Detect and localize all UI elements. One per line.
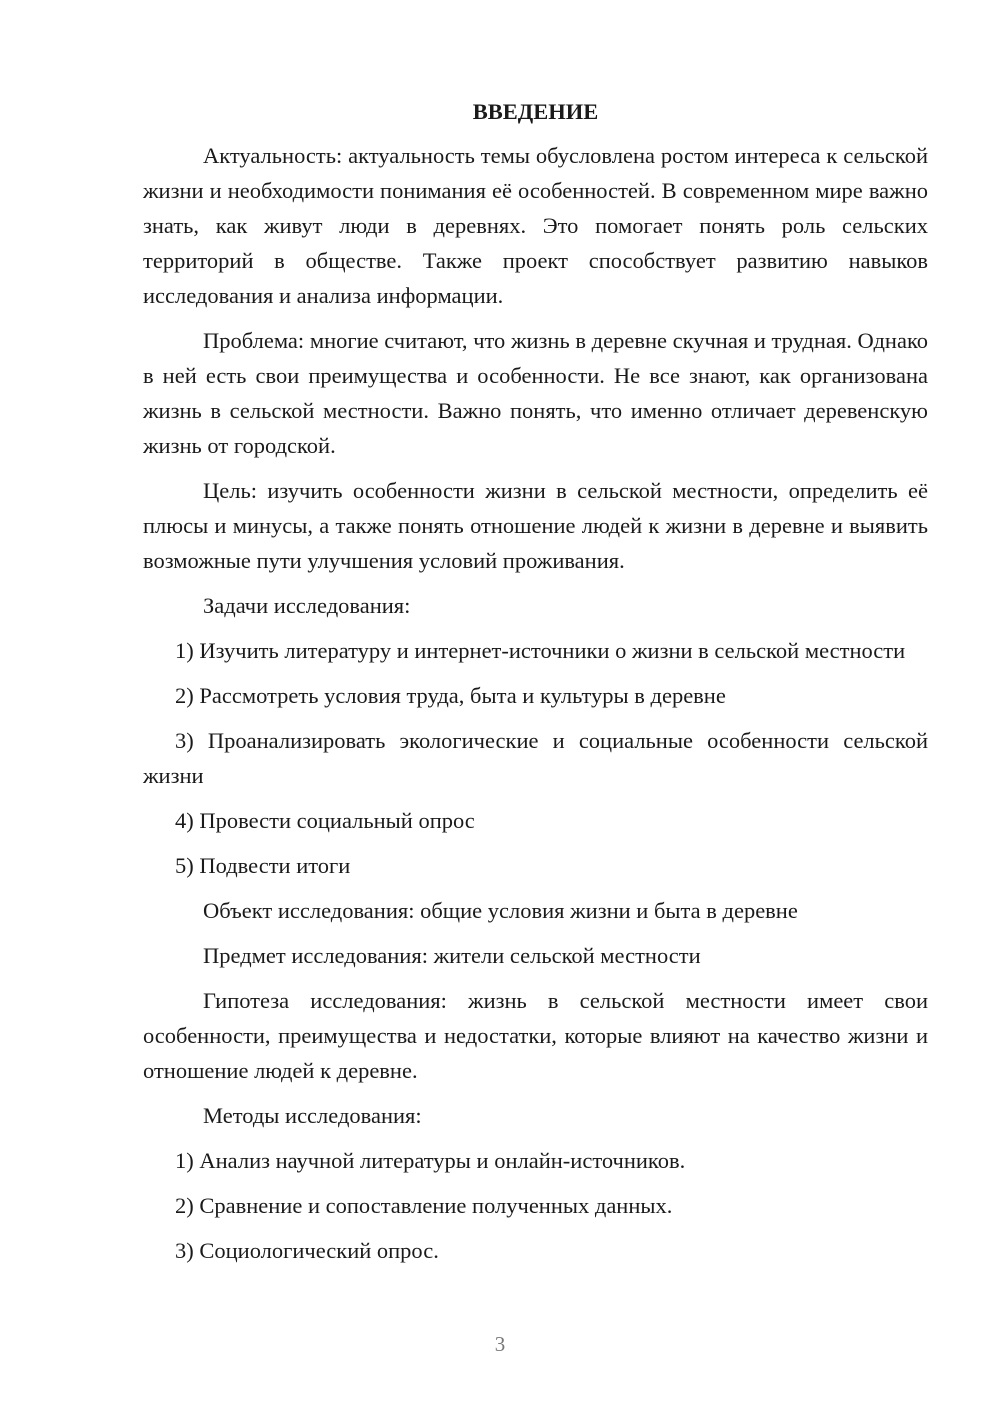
task-item: 2) Рассмотреть условия труда, быта и культуры в деревне [175, 683, 726, 708]
methods-heading: Методы исследования: [203, 1103, 422, 1128]
problem-paragraph: Проблема: многие считают, что жизнь в деревне скучная и трудная. Однако в ней есть свои преимущества и особенности. Не все знают, как организована жизнь в сельской местности. Важно понять, что именно отличает деревенскую жизнь от городской. [143, 328, 928, 458]
goal-paragraph: Цель: изучить особенности жизни в сельской местности, определить её плюсы и минусы, а также понять отношение людей к жизни в деревне и выявить возможные пути улучшения условий проживания. [143, 478, 928, 573]
task-item: 5) Подвести итоги [175, 853, 351, 878]
document-page [143, 96, 928, 1278]
task-item: 4) Провести социальный опрос [175, 808, 475, 833]
tasks-heading: Задачи исследования: [203, 593, 411, 618]
object-paragraph: Объект исследования: общие условия жизни и быта в деревне [203, 898, 798, 923]
method-item: 3) Социологический опрос. [175, 1238, 439, 1263]
task-item: 1) Изучить литературу и интернет-источники о жизни в сельской местности [175, 638, 906, 663]
subject-paragraph: Предмет исследования: жители сельской местности [203, 943, 701, 968]
relevance-paragraph: Актуальность: актуальность темы обусловлена ростом интереса к сельской жизни и необходимости понимания её особенностей. В современном мире важно знать, как живут люди в деревнях. Это помогает понять роль сельских территорий в обществе. Также проект способствует развитию навыков исследования и анализа информации. [143, 143, 928, 308]
task-item: 3) Проанализировать экологические и социальные особенности сельской жизни [143, 728, 928, 788]
method-item: 1) Анализ научной литературы и онлайн-источников. [175, 1148, 686, 1173]
hypothesis-paragraph: Гипотеза исследования: жизнь в сельской местности имеет свои особенности, преимущества и недостатки, которые влияют на качество жизни и отношение людей к деревне. [143, 988, 928, 1083]
method-item: 2) Сравнение и сопоставление полученных данных. [175, 1193, 673, 1218]
section-title: ВВЕДЕНИЕ [472, 99, 599, 124]
page-number: 3 [494, 1332, 506, 1356]
